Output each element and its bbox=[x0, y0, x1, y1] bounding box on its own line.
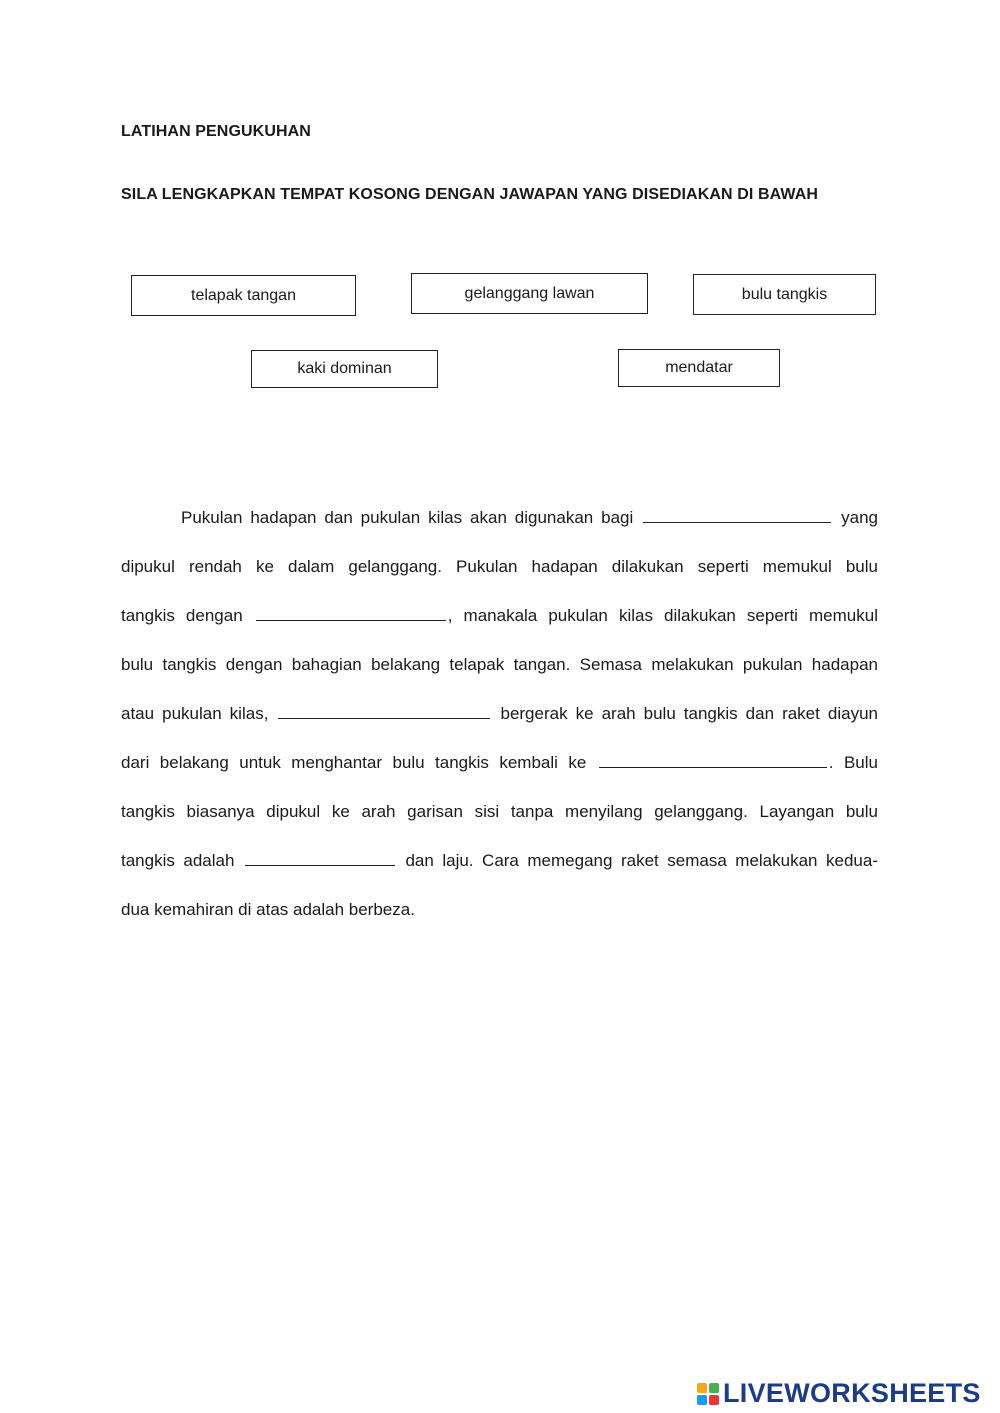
word-bank-option[interactable]: bulu tangkis bbox=[693, 274, 876, 315]
passage-line bbox=[121, 591, 878, 640]
liveworksheets-logo bbox=[697, 1378, 981, 1409]
answer-blank-5[interactable] bbox=[245, 850, 395, 866]
passage-text: . Bulu bbox=[828, 753, 878, 772]
passage-line bbox=[121, 836, 878, 885]
logo-text: LIVEWORKSHEETS bbox=[723, 1378, 981, 1408]
passage-text: Pukulan hadapan dan pukulan kilas akan digunakan bagi bbox=[181, 508, 634, 527]
passage-text: dan laju. Cara memegang raket semasa melakukan kedua- bbox=[405, 851, 878, 870]
passage-text: atau pukulan kilas, bbox=[121, 704, 269, 723]
answer-blank-3[interactable] bbox=[278, 703, 490, 719]
word-bank-option[interactable]: mendatar bbox=[618, 349, 780, 387]
passage-text: , manakala pukulan kilas dilakukan seperti memukul bbox=[447, 606, 878, 625]
passage-text: bergerak ke arah bulu tangkis dan raket diayun bbox=[500, 704, 878, 723]
word-bank-option[interactable]: kaki dominan bbox=[251, 350, 438, 388]
logo-mark-icon bbox=[697, 1383, 719, 1405]
logo-square bbox=[697, 1395, 707, 1405]
answer-blank-2[interactable] bbox=[256, 605, 446, 621]
word-bank-option[interactable]: gelanggang lawan bbox=[411, 273, 648, 314]
worksheet-instruction: SILA LENGKAPKAN TEMPAT KOSONG DENGAN JAWAPAN YANG DISEDIAKAN DI BAWAH bbox=[121, 186, 819, 203]
passage-line: bulu tangkis dengan bahagian belakang telapak tangan. Semasa melakukan pukulan hadapan bbox=[121, 655, 878, 674]
word-bank-option[interactable]: telapak tangan bbox=[131, 275, 356, 316]
worksheet-title: LATIHAN PENGUKUHAN bbox=[121, 123, 311, 140]
passage-line bbox=[121, 738, 878, 787]
passage-line: tangkis biasanya dipukul ke arah garisan sisi tanpa menyilang gelanggang. Layangan bulu bbox=[121, 802, 878, 821]
passage-text: tangkis dengan bbox=[121, 606, 243, 625]
logo-square bbox=[709, 1395, 719, 1405]
answer-blank-1[interactable] bbox=[643, 507, 831, 523]
logo-square bbox=[697, 1383, 707, 1393]
logo-square bbox=[709, 1383, 719, 1393]
passage-line bbox=[121, 493, 878, 542]
fill-in-passage bbox=[121, 493, 878, 934]
passage-text: tangkis adalah bbox=[121, 851, 235, 870]
passage-line bbox=[121, 689, 878, 738]
passage-text: yang bbox=[841, 508, 878, 527]
answer-blank-4[interactable] bbox=[599, 752, 827, 768]
passage-line: dipukul rendah ke dalam gelanggang. Pukulan hadapan dilakukan seperti memukul bulu bbox=[121, 557, 878, 576]
passage-text: dari belakang untuk menghantar bulu tangkis kembali ke bbox=[121, 753, 587, 772]
passage-line: dua kemahiran di atas adalah berbeza. bbox=[121, 900, 415, 919]
